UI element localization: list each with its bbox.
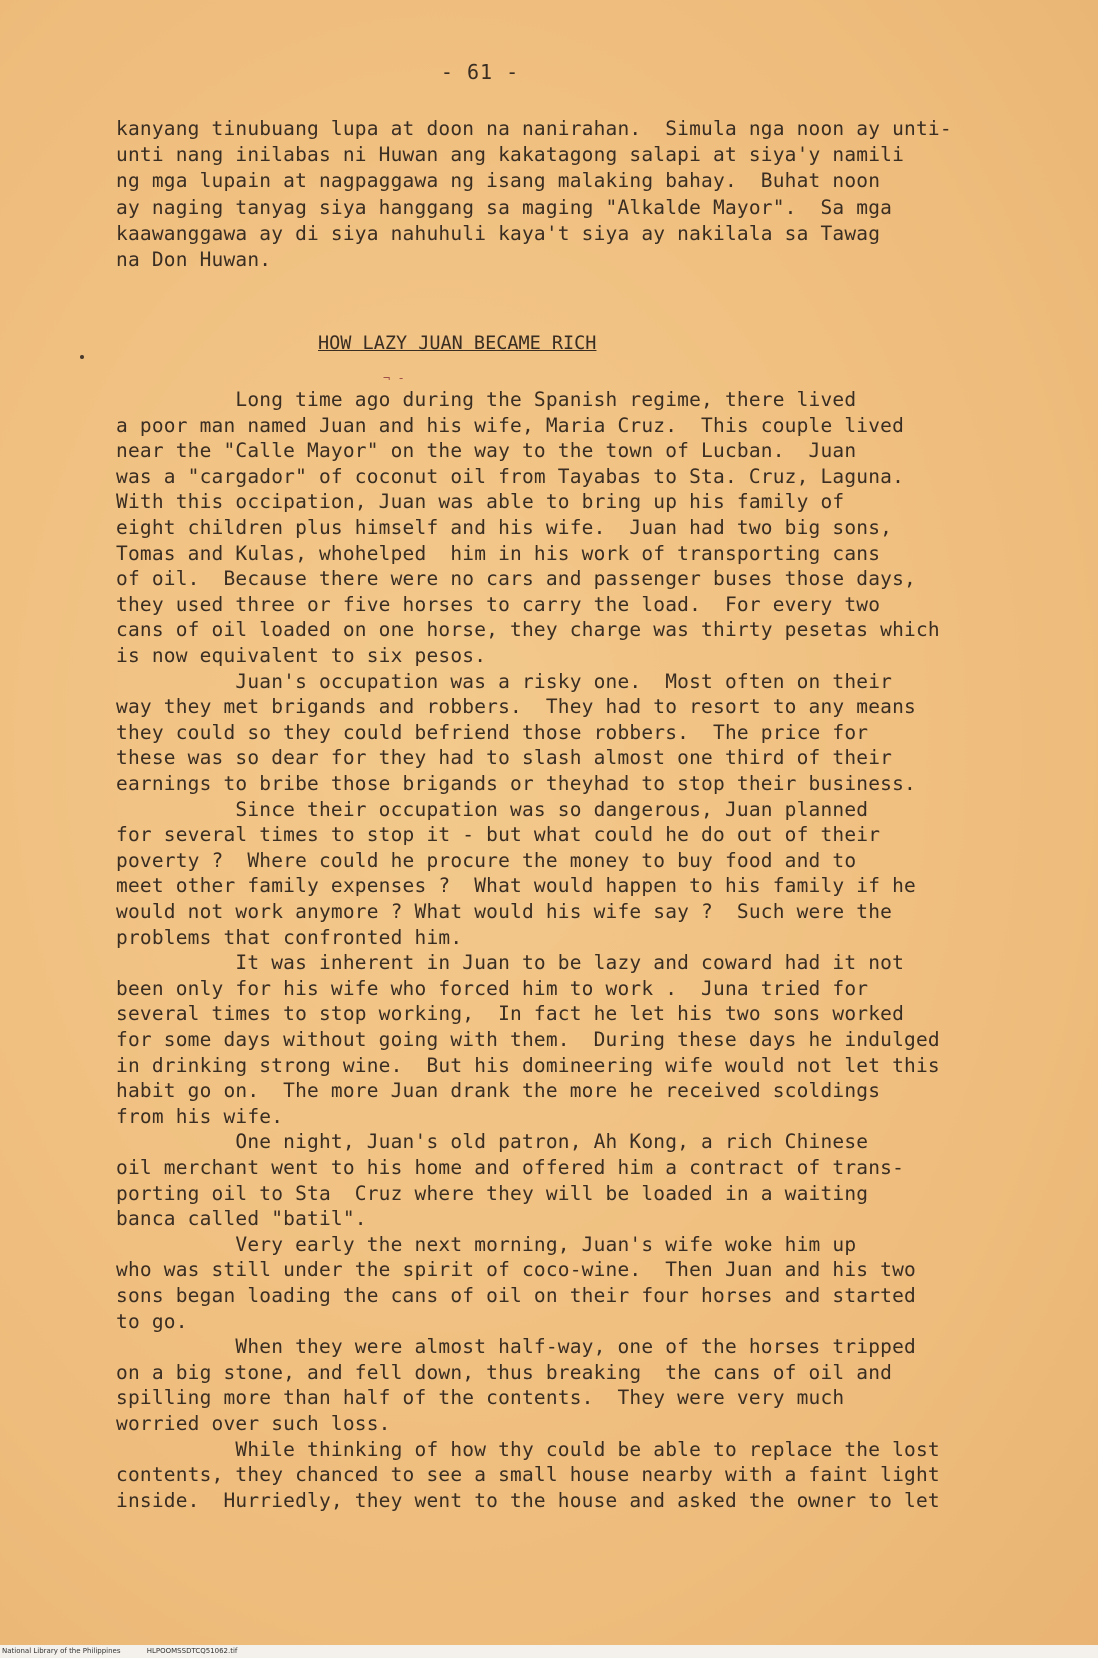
margin-dot <box>80 355 84 359</box>
text-line: ay naging tanyag siya hanggang sa maging "Alkalde Mayor". Sa mga <box>116 195 893 219</box>
text-line: sons began loading the cans of oil on their four horses and started <box>116 1284 916 1307</box>
footer-library: National Library of the Philippines <box>2 1647 121 1655</box>
text-line: would not work anymore ? What would his wife say ? Such were the <box>116 900 893 923</box>
text-line: several times to stop working, In fact he let his two sons worked <box>116 1002 905 1026</box>
text-line: on a big stone, and fell down, thus breaking the cans of oil and <box>116 1360 893 1384</box>
text-line: of oil. Because there were no cars and passenger buses those days, <box>116 567 916 591</box>
text-line: worried over such loss. <box>116 1412 391 1435</box>
text-line: was a "cargador" of coconut oil from Tayabas to Sta. Cruz, Laguna. <box>116 464 905 488</box>
text-line: When they were almost half-way, one of the horses tripped <box>116 1335 916 1359</box>
text-line: for some days without going with them. During these days he indulged <box>116 1028 940 1051</box>
text-line: near the "Calle Mayor" on the way to the town of Lucban. Juan <box>116 439 857 463</box>
story-title: HOW LAZY JUAN BECAME RICH <box>318 333 597 354</box>
text-line: they used three or five horses to carry the load. For every two <box>116 592 881 616</box>
text-line: poverty ? Where could he procure the money to buy food and to <box>116 848 857 872</box>
text-line: eight children plus himself and his wife. Juan had two big sons, <box>116 516 893 539</box>
text-line: oil merchant went to his home and offered him a contract of trans- <box>116 1156 905 1179</box>
text-line: With this occipation, Juan was able to bring up his family of <box>116 490 845 514</box>
text-line: who was still under the spirit of coco-wine. Then Juan and his two <box>116 1258 916 1282</box>
text-line: cans of oil loaded on one horse, they charge was thirty pesetas which <box>116 618 940 642</box>
text-line: Long time ago during the Spanish regime, there lived <box>116 388 857 411</box>
text-line: na Don Huwan. <box>116 248 272 271</box>
text-line: unti nang inilabas ni Huwan ang kakatagong salapi at siya'y namili <box>116 143 905 167</box>
text-line: kaawanggawa ay di siya nahuhuli kaya't siya ay nakilala sa Tawag <box>116 221 881 245</box>
text-line: Very early the next morning, Juan's wife woke him up <box>116 1232 857 1256</box>
text-line: spilling more than half of the contents. They were very much <box>116 1386 845 1410</box>
text-line: Juan's occupation was a risky one. Most often on their <box>116 669 893 693</box>
text-line: contents, they chanced to see a small house nearby with a faint light <box>116 1463 940 1487</box>
text-line: problems that confronted him. <box>116 925 463 949</box>
text-line: It was inherent in Juan to be lazy and coward had it not <box>116 951 905 975</box>
text-line: for several times to stop it - but what could he do out of their <box>116 823 881 847</box>
text-line: While thinking of how thy could be able to replace the lost <box>116 1437 940 1461</box>
footer-file: HLPOOMSSDTCQ51062.tif <box>146 1647 238 1655</box>
text-line: inside. Hurriedly, they went to the house and asked the owner to let <box>116 1488 940 1512</box>
text-line: way they met brigands and robbers. They had to resort to any means <box>116 695 916 719</box>
title-mark: ¬ - <box>383 371 405 385</box>
text-line: porting oil to Sta Cruz where they will be loaded in a waiting <box>116 1181 869 1205</box>
text-line: habit go on. The more Juan drank the more he received scoldings <box>116 1079 881 1103</box>
text-line: meet other family expenses ? What would happen to his family if he <box>116 874 916 898</box>
scan-footer <box>0 1645 1098 1658</box>
text-line: One night, Juan's old patron, Ah Kong, a rich Chinese <box>116 1130 869 1154</box>
text-line: is now equivalent to six pesos. <box>116 644 487 667</box>
text-line: been only for his wife who forced him to work . Juna tried for <box>116 976 869 1000</box>
text-line: banca called "batil". <box>116 1207 367 1231</box>
text-line: to go. <box>116 1309 188 1333</box>
text-line: they could so they could befriend those robbers. The price for <box>116 720 869 744</box>
text-line: from his wife. <box>116 1104 284 1128</box>
text-line: ng mga lupain at nagpaggawa ng isang malaking bahay. Buhat noon <box>116 169 881 193</box>
text-line: in drinking strong wine. But his domineering wife would not let this <box>116 1053 940 1077</box>
text-line: these was so dear for they had to slash almost one third of their <box>116 746 893 770</box>
text-line: Tomas and Kulas, whohelped him in his work of transporting cans <box>116 541 881 565</box>
text-line: Since their occupation was so dangerous, Juan planned <box>116 797 869 821</box>
text-line: a poor man named Juan and his wife, Maria Cruz. This couple lived <box>116 413 905 437</box>
page-number: - 61 - <box>440 60 520 84</box>
text-line: earnings to bribe those brigands or theyhad to stop their business. <box>116 772 916 795</box>
text-line: kanyang tinubuang lupa at doon na nanirahan. Simula nga noon ay unti- <box>116 117 952 140</box>
